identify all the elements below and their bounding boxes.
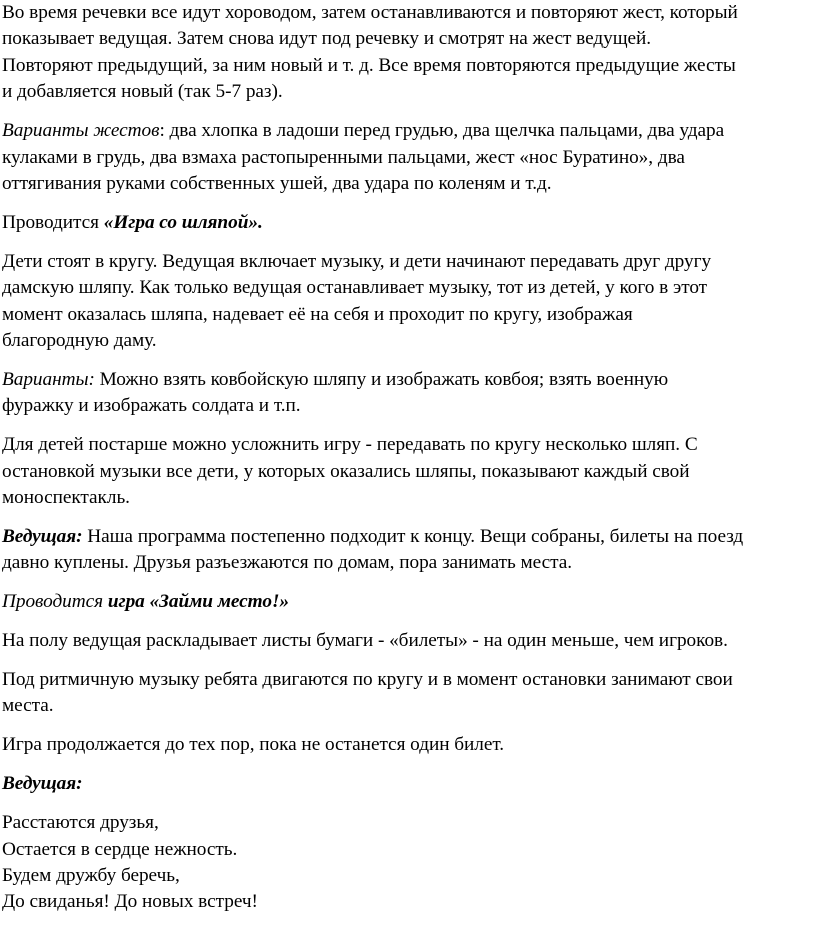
- paragraph-seat-game-rules: [2, 667, 816, 720]
- paragraph-farewell-poem: [2, 810, 816, 916]
- italic-lead: Варианты жестов: [2, 120, 160, 142]
- text-line: момент оказалась шляпа, надевает её на себя и проходит по кругу, изображая: [2, 303, 633, 325]
- text-line: дамскую шляпу. Как только ведущая останавливает музыку, тот из детей, у кого в этот: [2, 277, 708, 299]
- text-line: [2, 210, 816, 236]
- text-line: Для детей постарше можно усложнить игру - передавать по кругу несколько шляп. С: [2, 434, 698, 456]
- text-line: [2, 589, 816, 615]
- italic-lead: Проводится: [2, 591, 108, 613]
- text-line: оттягивания руками собственных ушей, два удара по коленям и т.д.: [2, 172, 552, 194]
- text-line: Дети стоят в кругу. Ведущая включает музыку, и дети начинают передавать друг другу: [2, 250, 712, 272]
- paragraph-hat-variants: [2, 367, 816, 420]
- text-line: показывает ведущая. Затем снова идут под речевку и смотрят на жест ведущей.: [2, 28, 652, 50]
- text-line: и добавляется новый (так 5-7 раз).: [2, 81, 283, 103]
- game-title: игра «Займи место!»: [107, 591, 289, 613]
- paragraph-hat-game-rules: [2, 249, 816, 355]
- text-run: Проводится: [2, 211, 104, 233]
- paragraph-seat-game-setup: [2, 628, 816, 654]
- text-line: На полу ведущая раскладывает листы бумаги - «билеты» - на один меньше, чем игроков.: [2, 630, 728, 652]
- game-title: «Игра со шляпой».: [103, 211, 263, 233]
- text-line: остановкой музыки все дети, у которых оказались шляпы, показывают каждый свой: [2, 460, 690, 482]
- paragraph-seat-game-end: [2, 732, 816, 758]
- text-line: фуражку и изображать солдата и т.п.: [2, 395, 301, 417]
- poem-line: До свиданья! До новых встреч!: [2, 891, 258, 913]
- text-line: [2, 771, 816, 797]
- text-line: Игра продолжается до тех пор, пока не останется один билет.: [2, 734, 505, 756]
- speaker-label: Ведущая:: [2, 773, 83, 795]
- text-line: давно куплены. Друзья разъезжаются по домам, пора занимать места.: [2, 552, 573, 574]
- paragraph-host-ending: [2, 524, 816, 577]
- paragraph-game-intro: [2, 0, 816, 106]
- text-run: Можно взять ковбойскую шляпу и изображать ковбоя; взять военную: [94, 368, 669, 390]
- text-line: Повторяют предыдущий, за ним новый и т. д. Все время повторяются предыдущие жесты: [2, 54, 736, 76]
- text-line: места.: [2, 695, 54, 717]
- poem-line: Остается в сердце нежность.: [2, 838, 238, 860]
- poem-line: Будем дружбу беречь,: [2, 864, 180, 886]
- paragraph-gesture-variants: [2, 118, 816, 197]
- text-line: Во время речевки все идут хороводом, затем останавливаются и повторяют жест, который: [2, 2, 738, 23]
- italic-lead: Варианты:: [2, 368, 95, 390]
- text-run: Наша программа постепенно подходит к концу. Вещи собраны, билеты на поезд: [82, 525, 744, 547]
- text-line: моноспектакль.: [2, 487, 130, 508]
- text-line: благородную даму.: [2, 329, 157, 351]
- text-line: [2, 118, 816, 144]
- text-line: кулаками в грудь, два взмаха растопыренными пальцами, жест «нос Буратино», два: [2, 146, 685, 168]
- text-run: : два хлопка в ладоши перед грудью, два щелчка пальцами, два удара: [159, 120, 725, 142]
- paragraph-host-label: [2, 771, 816, 797]
- paragraph-seat-game-title: [2, 589, 816, 615]
- text-line: Под ритмичную музыку ребята двигаются по кругу и в момент остановки занимают свои: [2, 669, 733, 691]
- poem-line: Расстаются друзья,: [2, 812, 159, 834]
- text-line: [2, 524, 816, 550]
- paragraph-older-children: [2, 432, 816, 511]
- speaker-label: Ведущая:: [2, 525, 83, 547]
- text-line: [2, 367, 816, 393]
- paragraph-hat-game-title: [2, 210, 816, 236]
